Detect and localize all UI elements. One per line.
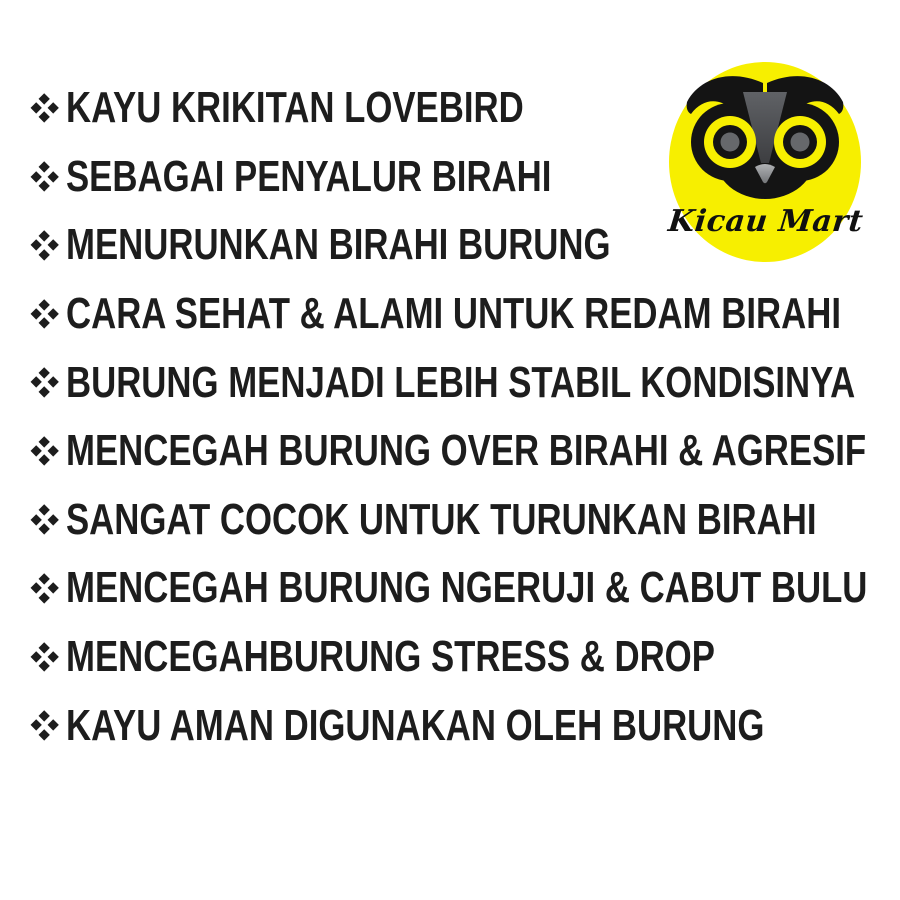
list-item-text: KAYU KRIKITAN LOVEBIRD (66, 83, 524, 133)
diamond-bullet-icon (32, 232, 57, 259)
kicau-mart-logo (660, 57, 870, 267)
diamond-bullet-icon (32, 301, 57, 328)
list-item-text: BURUNG MENJADI LEBIH STABIL KONDISINYA (66, 357, 856, 407)
diamond-bullet-icon (32, 712, 57, 739)
diamond-bullet-icon (32, 644, 57, 671)
diamond-bullet-icon (32, 95, 57, 122)
list-item-text: SEBAGAI PENYALUR BIRAHI (66, 151, 552, 201)
diamond-bullet-icon (32, 163, 57, 190)
list-item (32, 623, 892, 692)
list-item (32, 691, 892, 760)
list-item-text: MENCEGAHBURUNG STRESS & DROP (66, 632, 715, 682)
diamond-bullet-icon (32, 369, 57, 396)
owl-right-eye (774, 116, 826, 168)
list-item-text: KAYU AMAN DIGUNAKAN OLEH BURUNG (66, 700, 765, 750)
list-item-text: MENCEGAH BURUNG OVER BIRAHI & AGRESIF (66, 426, 867, 476)
list-item-text: CARA SEHAT & ALAMI UNTUK REDAM BIRAHI (66, 289, 841, 339)
list-item (32, 417, 892, 486)
list-item (32, 280, 892, 349)
diamond-bullet-icon (32, 438, 57, 465)
diamond-bullet-icon (32, 575, 57, 602)
list-item (32, 348, 892, 417)
brand-name: Kicau Mart (666, 204, 865, 239)
diamond-bullet-icon (32, 506, 57, 533)
list-item-text: SANGAT COCOK UNTUK TURUNKAN BIRAHI (66, 494, 817, 544)
list-item-text: MENURUNKAN BIRAHI BURUNG (66, 220, 611, 270)
list-item-text: MENCEGAH BURUNG NGERUJI & CABUT BULU (66, 563, 868, 613)
list-item (32, 486, 892, 555)
owl-icon (660, 57, 870, 267)
list-item (32, 554, 892, 623)
owl-left-eye (704, 116, 756, 168)
